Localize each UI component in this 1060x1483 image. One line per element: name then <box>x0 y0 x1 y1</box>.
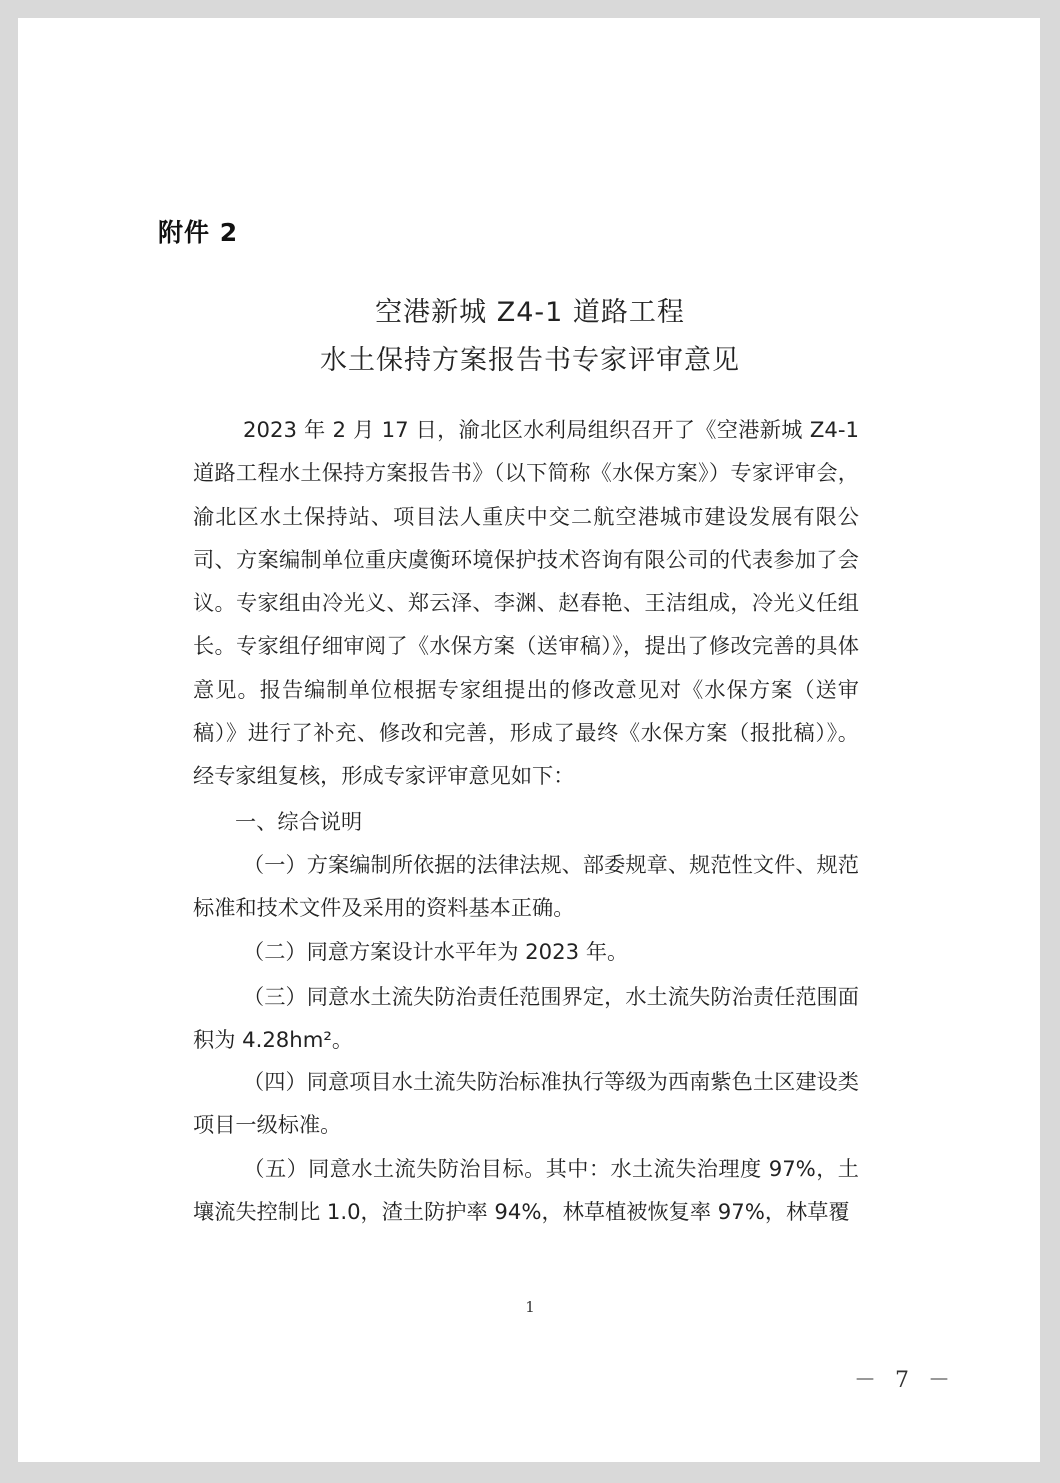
opinion-item-2 <box>193 930 859 973</box>
intro-text: 2023 年 2 月 17 日，渝北区水利局组织召开了《空港新城 Z4-1 道路工程水土保持方案报告书》（以下简称《水保方案》）专家评审会，渝北区水土保持站、项目法人重庆中交二航空港城市建设发展有限公司、方案编制单位重庆虞衡环境保护技术咨询有限公司的代表参加了会议。专家组由冷光义、郑云泽、李渊、赵春艳、王洁组成，冷光义任组长。专家组仔细审阅了《水保方案（送审稿）》，提出了修改完善的具体意见。报告编制单位根据专家组提出的修改意见对《水保方案（送审稿）》进行了补充、修改和完善，形成了最终《水保方案（报批稿）》。经专家组复核，形成专家评审意见如下： <box>193 417 859 789</box>
opinion-item-1-text: （一）方案编制所依据的法律法规、部委规章、规范性文件、规范标准和技术文件及采用的资料基本正确。 <box>193 852 859 921</box>
document-title-line-2: 水土保持方案报告书专家评审意见 <box>320 345 740 376</box>
inner-page-number: 1 <box>525 1298 535 1316</box>
opinion-item-2-text: （二）同意方案设计水平年为 2023 年。 <box>243 939 629 964</box>
opinion-item-5-text: （五）同意水土流失防治目标。其中：水土流失治理度 97%，土壤流失控制比 1.0，渣土防护率 94%，林草植被恢复率 97%，林草覆 <box>193 1156 859 1225</box>
opinion-item-3-text: （三）同意水土流失防治责任范围界定，水土流失防治责任范围面积为 4.28hm²。 <box>193 984 859 1053</box>
page-number: － 7 － <box>854 1368 956 1393</box>
opinion-item-1 <box>193 843 859 930</box>
intro-paragraph <box>193 408 859 798</box>
opinion-item-3 <box>193 975 859 1062</box>
section-heading-text: 一、综合说明 <box>235 809 363 834</box>
opinion-item-5 <box>193 1147 859 1234</box>
section-heading <box>193 800 859 843</box>
opinion-item-4-text: （四）同意项目水土流失防治标准执行等级为西南紫色土区建设类项目一级标准。 <box>193 1069 859 1138</box>
document-title-line-1: 空港新城 Z4-1 道路工程 <box>375 297 685 328</box>
opinion-item-4 <box>193 1060 859 1147</box>
attachment-label: 附件 2 <box>158 218 239 247</box>
